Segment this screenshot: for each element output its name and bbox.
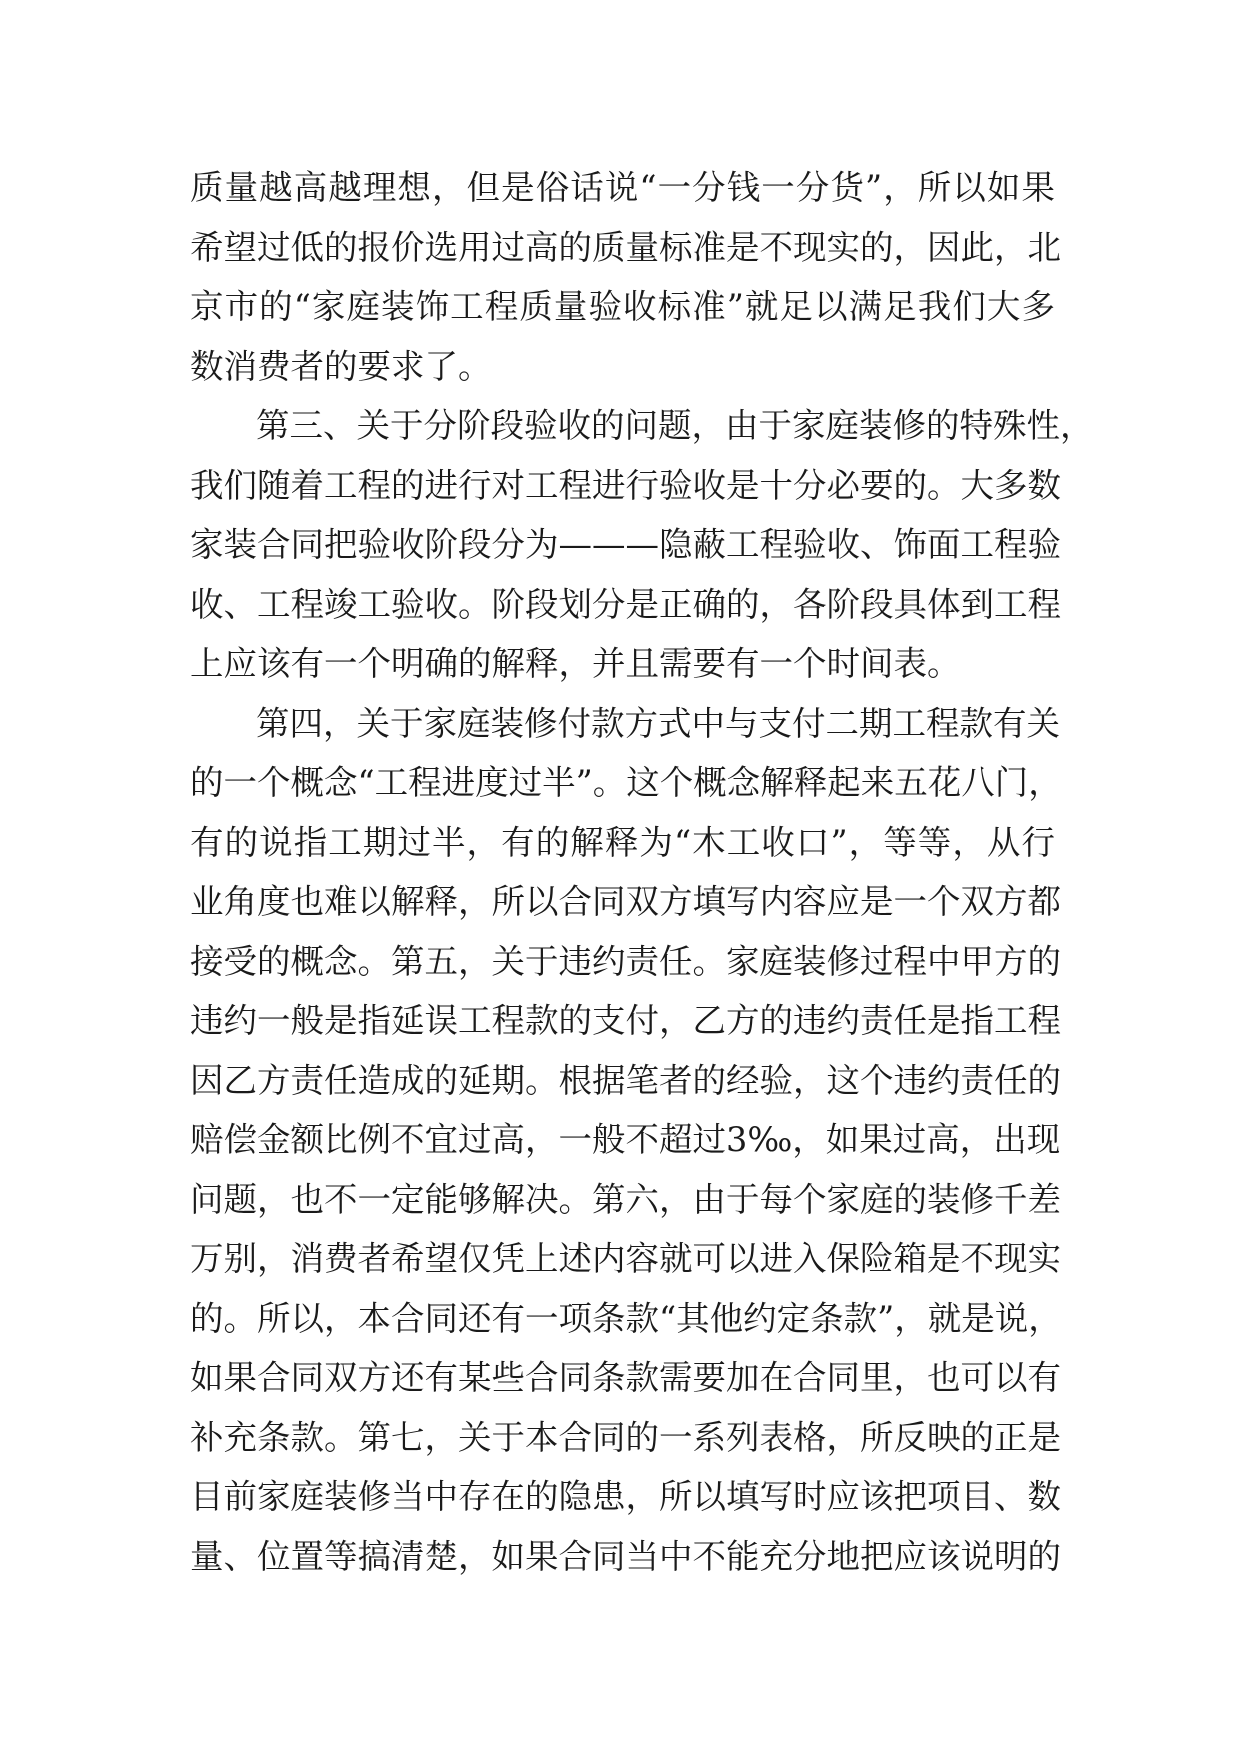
- text-line: 的。所以，本合同还有一项条款“其他约定条款”，就是说，: [190, 1298, 1062, 1338]
- text-line: 因乙方责任造成的延期。根据笔者的经验，这个违约责任的: [190, 1060, 1061, 1100]
- text-line: 京市的“家庭装饰工程质量验收标准”就足以满足我们大多: [190, 287, 1055, 326]
- text-line: 量、位置等搞清楚，如果合同当中不能充分地把应该说明的: [190, 1536, 1061, 1576]
- text-line: 赔偿金额比例不宜过高，一般不超过3‰，如果过高，出现: [190, 1120, 1061, 1159]
- text-line: 的一个概念“工程进度过半”。这个概念解释起来五花八门，: [190, 763, 1062, 802]
- text-line: 收、工程竣工验收。阶段划分是正确的，各阶段具体到工程: [190, 584, 1061, 624]
- paragraph-start-line: 第三、关于分阶段验收的问题，由于家庭装修的特殊性，: [256, 406, 1094, 445]
- text-line: 补充条款。第七，关于本合同的一系列表格，所反映的正是: [190, 1417, 1061, 1457]
- body-text: [190, 158, 1094, 1586]
- text-line: 接受的概念。第五，关于违约责任。家庭装修过程中甲方的: [190, 941, 1061, 981]
- paragraph-start-line: 第四，关于家庭装修付款方式中与支付二期工程款有关: [256, 703, 1060, 743]
- text-line: 我们随着工程的进行对工程进行验收是十分必要的。大多数: [190, 465, 1061, 505]
- text-line: 问题，也不一定能够解决。第六，由于每个家庭的装修千差: [190, 1179, 1061, 1219]
- text-line: 质量越高越理想，但是俗话说“一分钱一分货”，所以如果: [190, 168, 1055, 207]
- text-line: 业角度也难以解释，所以合同双方填写内容应是一个双方都: [190, 882, 1061, 921]
- text-line: 希望过低的报价选用过高的质量标准是不现实的，因此，北: [190, 227, 1061, 267]
- text-line: 有的说指工期过半，有的解释为“木工收口”，等等，从行: [190, 822, 1055, 862]
- text-line: 如果合同双方还有某些合同条款需要加在合同里，也可以有: [190, 1358, 1061, 1397]
- text-line: 数消费者的要求了。: [190, 346, 492, 386]
- text-line: 目前家庭装修当中存在的隐患，所以填写时应该把项目、数: [190, 1477, 1061, 1516]
- text-line: 上应该有一个明确的解释，并且需要有一个时间表。: [190, 644, 961, 683]
- text-line: 家装合同把验收阶段分为———隐蔽工程验收、饰面工程验: [190, 525, 1061, 564]
- text-line: 违约一般是指延误工程款的支付，乙方的违约责任是指工程: [190, 1001, 1061, 1040]
- text-line: 万别，消费者希望仅凭上述内容就可以进入保险箱是不现实: [190, 1239, 1061, 1278]
